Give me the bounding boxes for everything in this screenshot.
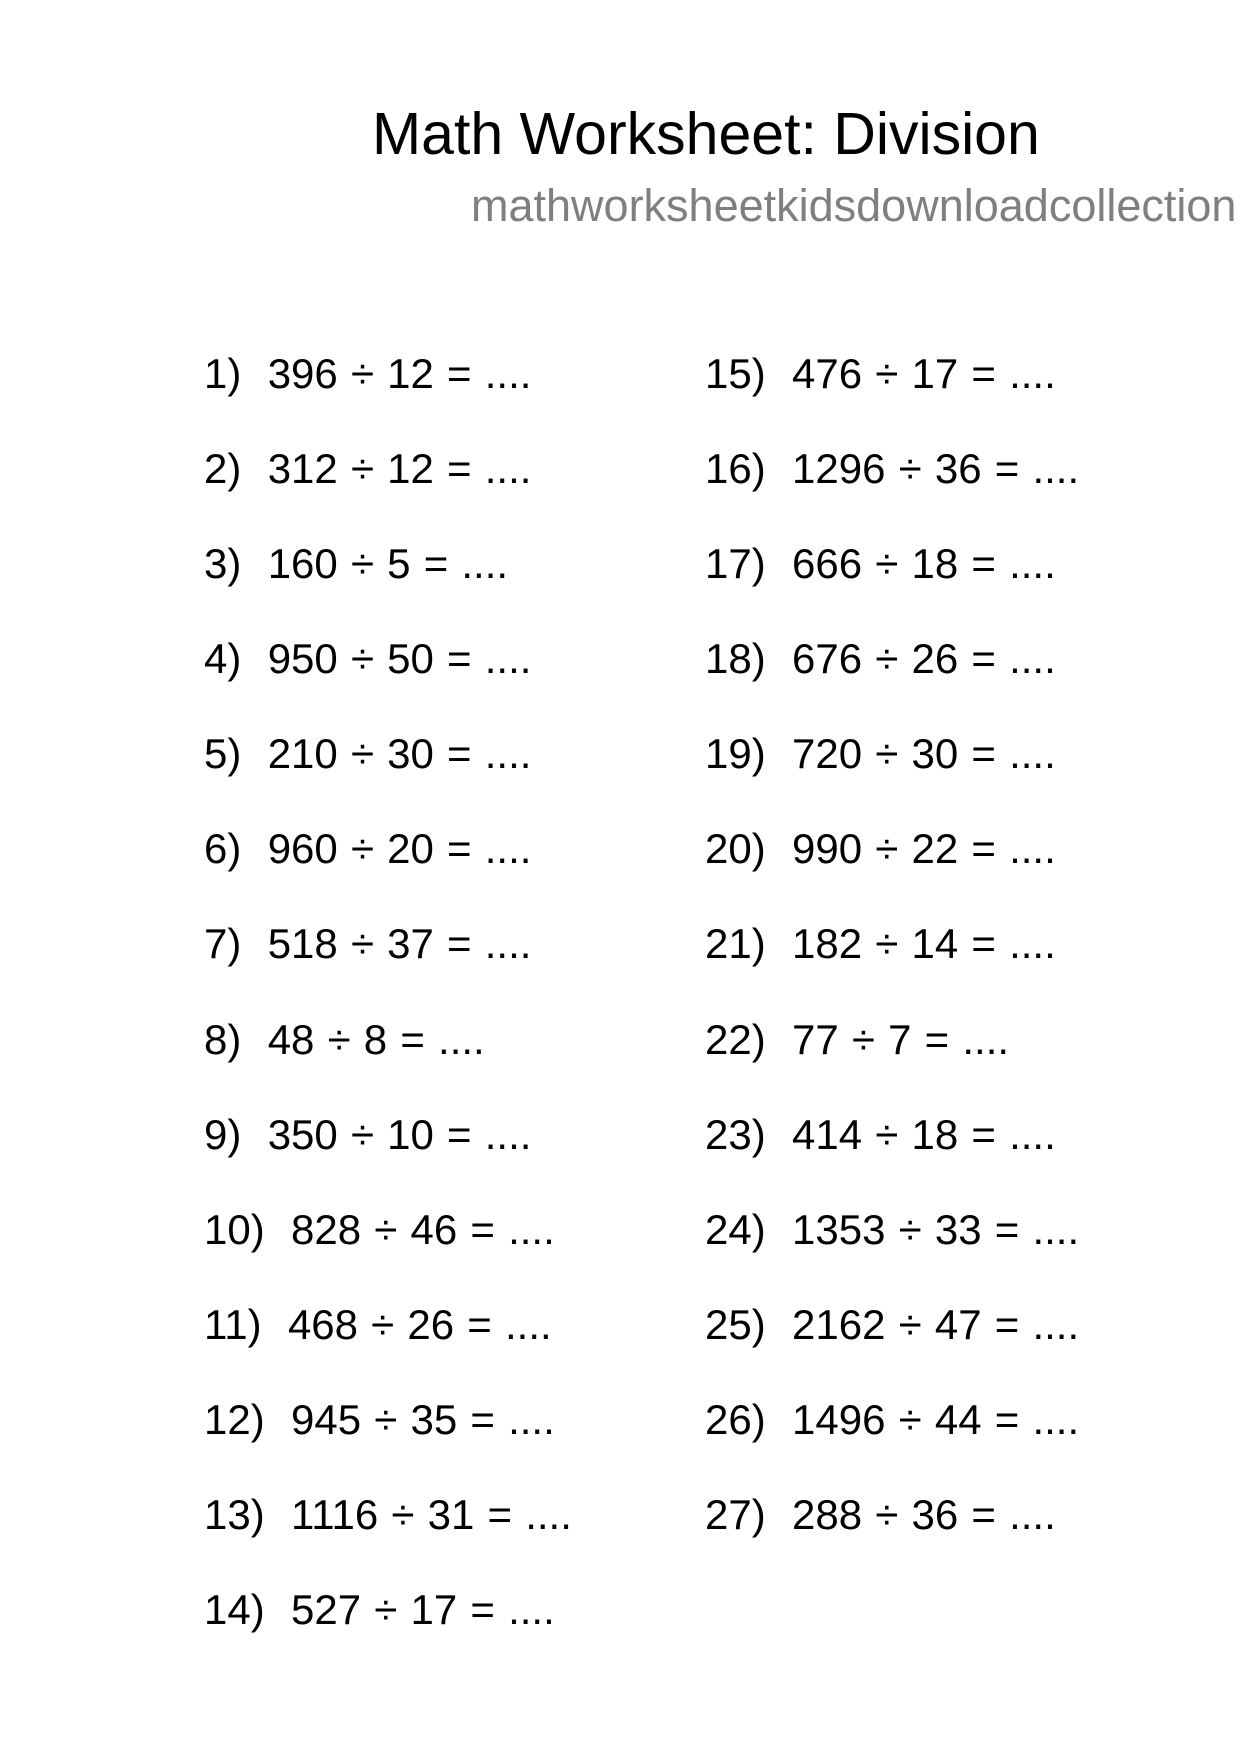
division-problem bbox=[705, 635, 1056, 683]
problem-expression: 1353 ÷ 33 = .... bbox=[792, 1205, 1080, 1253]
worksheet-title: Math Worksheet: Division bbox=[372, 101, 1040, 167]
problem-number: 1) bbox=[204, 350, 242, 397]
division-problem bbox=[705, 1300, 1080, 1348]
problem-expression: 960 ÷ 20 = .... bbox=[267, 825, 532, 873]
problem-expression: 666 ÷ 18 = .... bbox=[792, 540, 1056, 588]
problem-number: 11) bbox=[204, 1300, 262, 1348]
division-problem bbox=[705, 350, 1056, 397]
problem-number: 21) bbox=[705, 920, 766, 968]
division-problem bbox=[204, 1395, 555, 1443]
problem-number: 27) bbox=[705, 1490, 766, 1538]
problem-expression: 396 ÷ 12 = .... bbox=[267, 350, 532, 397]
problem-expression: 288 ÷ 36 = .... bbox=[792, 1490, 1056, 1538]
problem-number: 20) bbox=[705, 825, 766, 873]
division-problem bbox=[705, 920, 1056, 968]
division-problem bbox=[204, 1586, 555, 1634]
problem-expression: 676 ÷ 26 = .... bbox=[792, 635, 1056, 683]
problem-expression: 210 ÷ 30 = .... bbox=[267, 730, 532, 778]
division-problem bbox=[204, 350, 532, 397]
problem-expression: 350 ÷ 10 = .... bbox=[267, 1110, 532, 1158]
division-problem bbox=[705, 1015, 1010, 1063]
division-problem bbox=[204, 1490, 572, 1538]
problem-number: 5) bbox=[204, 730, 242, 778]
problem-number: 3) bbox=[204, 540, 242, 588]
division-problem bbox=[204, 1300, 552, 1348]
problem-expression: 476 ÷ 17 = .... bbox=[792, 350, 1056, 397]
problem-expression: 518 ÷ 37 = .... bbox=[267, 920, 532, 968]
division-problem bbox=[705, 730, 1056, 778]
problem-number: 19) bbox=[705, 730, 766, 778]
problem-number: 2) bbox=[204, 445, 242, 493]
problem-expression: 1116 ÷ 31 = .... bbox=[291, 1490, 572, 1538]
problem-number: 23) bbox=[705, 1110, 766, 1158]
division-problem bbox=[705, 1205, 1080, 1253]
problem-number: 12) bbox=[204, 1395, 265, 1443]
problem-expression: 160 ÷ 5 = .... bbox=[267, 540, 509, 588]
problem-number: 8) bbox=[204, 1015, 242, 1063]
division-problem bbox=[705, 445, 1080, 493]
problem-expression: 182 ÷ 14 = .... bbox=[792, 920, 1056, 968]
division-problem bbox=[204, 730, 532, 778]
problem-expression: 990 ÷ 22 = .... bbox=[792, 825, 1056, 873]
problem-number: 16) bbox=[705, 445, 766, 493]
problem-expression: 828 ÷ 46 = .... bbox=[291, 1205, 555, 1253]
problem-expression: 48 ÷ 8 = .... bbox=[267, 1015, 485, 1063]
problem-number: 24) bbox=[705, 1205, 766, 1253]
division-problem bbox=[705, 825, 1056, 873]
problem-expression: 414 ÷ 18 = .... bbox=[792, 1110, 1056, 1158]
problem-expression: 77 ÷ 7 = .... bbox=[792, 1015, 1010, 1063]
division-problem bbox=[204, 825, 532, 873]
division-problem bbox=[204, 1015, 485, 1063]
division-problem bbox=[204, 1110, 532, 1158]
problem-expression: 1296 ÷ 36 = .... bbox=[792, 445, 1080, 493]
division-problem bbox=[705, 1110, 1056, 1158]
division-problem bbox=[204, 635, 532, 683]
problem-number: 18) bbox=[705, 635, 766, 683]
problem-number: 6) bbox=[204, 825, 242, 873]
division-problem bbox=[204, 540, 509, 588]
problem-expression: 945 ÷ 35 = .... bbox=[291, 1395, 555, 1443]
problem-number: 25) bbox=[705, 1300, 766, 1348]
problem-number: 14) bbox=[204, 1586, 265, 1634]
problem-expression: 720 ÷ 30 = .... bbox=[792, 730, 1056, 778]
problem-number: 22) bbox=[705, 1015, 766, 1063]
division-problem bbox=[204, 445, 532, 493]
problem-number: 13) bbox=[204, 1490, 265, 1538]
problem-number: 9) bbox=[204, 1110, 242, 1158]
problem-expression: 468 ÷ 26 = .... bbox=[287, 1300, 552, 1348]
problem-number: 10) bbox=[204, 1205, 265, 1253]
problem-expression: 527 ÷ 17 = .... bbox=[291, 1586, 555, 1634]
division-problem bbox=[204, 920, 532, 968]
problem-expression: 1496 ÷ 44 = .... bbox=[792, 1395, 1080, 1443]
problem-number: 17) bbox=[705, 540, 766, 588]
problem-expression: 950 ÷ 50 = .... bbox=[267, 635, 532, 683]
problem-expression: 2162 ÷ 47 = .... bbox=[792, 1300, 1080, 1348]
division-problem bbox=[705, 540, 1056, 588]
problem-expression: 312 ÷ 12 = .... bbox=[267, 445, 532, 493]
problem-number: 26) bbox=[705, 1395, 766, 1443]
division-problem bbox=[705, 1490, 1056, 1538]
problem-number: 4) bbox=[204, 635, 242, 683]
problem-number: 7) bbox=[204, 920, 242, 968]
worksheet-subtitle: mathworksheetkidsdownloadcollection bbox=[471, 180, 1237, 231]
division-problem bbox=[204, 1205, 555, 1253]
problem-number: 15) bbox=[705, 350, 766, 397]
division-problem bbox=[705, 1395, 1080, 1443]
